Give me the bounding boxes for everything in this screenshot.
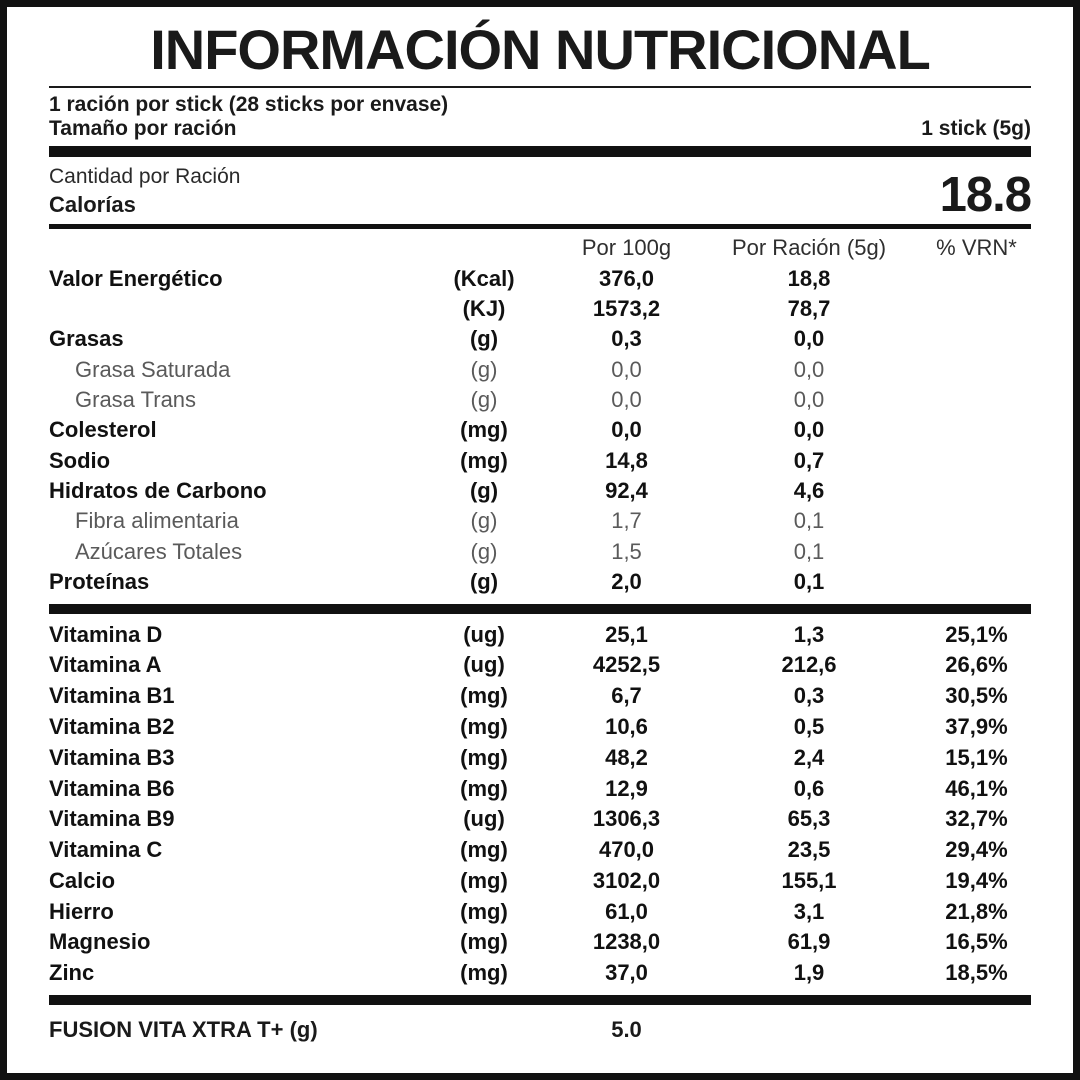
nutrient-per-serving: 0,0 xyxy=(793,387,825,412)
nutrient-unit: (KJ) xyxy=(462,295,506,321)
serving-size-row xyxy=(49,117,1031,141)
nutrient-per-serving: 1,9 xyxy=(793,960,825,986)
calories-block xyxy=(49,161,1031,222)
nutrient-vrn xyxy=(904,446,1049,476)
nutrient-per-100g: 1573,2 xyxy=(592,295,661,321)
nutrient-name: Vitamina B2 xyxy=(49,713,175,739)
nutrient-unit: (g) xyxy=(469,478,499,504)
nutrient-unit: (mg) xyxy=(460,713,508,739)
nutrient-per-100g: 2,0 xyxy=(611,569,642,595)
nutrient-unit: (mg) xyxy=(460,417,508,443)
nutrient-unit: (mg) xyxy=(460,929,508,955)
nutrient-unit: (g) xyxy=(470,387,498,412)
nutrient-unit: (mg) xyxy=(460,447,508,473)
nutrient-unit: (mg) xyxy=(460,744,508,770)
nutrient-per-serving: 1,3 xyxy=(793,621,825,647)
table-row xyxy=(49,958,1049,989)
table-row xyxy=(49,264,1049,294)
nutrient-per-100g: 12,9 xyxy=(605,775,648,801)
nutrient-vrn: 29,4% xyxy=(945,837,1008,863)
page-title: INFORMACIÓN NUTRICIONAL xyxy=(150,18,930,81)
nutrient-per-serving: 0,7 xyxy=(793,447,825,473)
nutrient-per-serving: 61,9 xyxy=(787,929,831,955)
nutrient-unit: (mg) xyxy=(460,775,508,801)
nutrient-per-serving: 0,0 xyxy=(793,356,825,382)
nutrient-name: Proteínas xyxy=(49,569,150,595)
nutrient-unit: (mg) xyxy=(460,960,508,986)
nutrient-vrn: 30,5% xyxy=(945,683,1008,709)
nutrient-vrn xyxy=(904,415,1049,445)
nutrient-per-serving: 0,1 xyxy=(793,569,825,595)
nutrient-per-100g: 14,8 xyxy=(605,447,648,473)
nutrient-per-serving: 0,0 xyxy=(793,417,825,443)
nutrient-name: Vitamina B3 xyxy=(49,744,175,770)
table-row xyxy=(49,681,1049,712)
footer-label: FUSION VITA XTRA T+ (g) xyxy=(49,1017,318,1043)
footer-value: 5.0 xyxy=(611,1017,642,1043)
nutrient-vrn: 21,8% xyxy=(945,898,1008,924)
nutrient-unit: (g) xyxy=(470,508,498,534)
nutrient-name: Vitamina B6 xyxy=(49,775,175,801)
nutrient-unit: (g) xyxy=(469,569,499,595)
nutrient-per-serving: 155,1 xyxy=(781,867,837,893)
nutrient-unit: (ug) xyxy=(463,806,505,832)
nutrient-name: Grasa Trans xyxy=(75,387,197,412)
nutrient-per-100g: 92,4 xyxy=(605,478,648,504)
table-row xyxy=(49,897,1049,928)
table-row xyxy=(49,650,1049,681)
nutrient-unit: (Kcal) xyxy=(453,265,515,291)
table-row xyxy=(49,743,1049,774)
nutrient-unit: (g) xyxy=(470,538,498,564)
nutrient-name: Hierro xyxy=(49,898,114,924)
nutrient-unit: (ug) xyxy=(463,652,505,678)
nutrient-per-100g: 48,2 xyxy=(605,744,648,770)
nutrient-name: Vitamina B9 xyxy=(49,806,175,832)
table-row xyxy=(49,385,1049,415)
nutrient-per-100g: 0,0 xyxy=(611,387,642,412)
nutrient-name: Vitamina D xyxy=(49,621,163,647)
nutrient-name: Zinc xyxy=(49,960,95,986)
table-row xyxy=(49,537,1049,567)
nutrient-per-100g: 1238,0 xyxy=(592,929,661,955)
nutrient-vrn: 16,5% xyxy=(945,929,1008,955)
calories-value: 18.8 xyxy=(939,167,1031,222)
nutrient-unit: (mg) xyxy=(460,837,508,863)
serving-size-label: Tamaño por ración xyxy=(49,117,237,141)
nutrient-per-100g: 61,0 xyxy=(605,898,648,924)
nutrient-per-serving: 78,7 xyxy=(787,295,831,321)
header-unit xyxy=(429,233,539,263)
table-row xyxy=(49,927,1049,958)
nutrient-vrn xyxy=(904,537,1049,567)
nutrient-name: Vitamina C xyxy=(49,837,163,863)
calories-label: Calorías xyxy=(49,191,136,217)
table-row xyxy=(49,866,1049,897)
nutrient-per-100g: 1306,3 xyxy=(592,806,661,832)
divider-calories-bottom xyxy=(49,224,1031,229)
nutrient-per-100g: 1,5 xyxy=(611,538,642,564)
nutrient-vrn xyxy=(904,567,1049,597)
nutrient-per-serving: 0,1 xyxy=(793,538,825,564)
table-row xyxy=(49,804,1049,835)
nutrient-name: Fibra alimentaria xyxy=(75,508,239,534)
micros-table xyxy=(49,620,1049,990)
nutrient-per-100g: 10,6 xyxy=(605,713,648,739)
header-vrn: % VRN* xyxy=(936,235,1017,261)
nutrient-vrn: 46,1% xyxy=(945,775,1008,801)
nutrient-vrn: 18,5% xyxy=(945,960,1008,986)
table-row xyxy=(49,294,1049,324)
nutrient-name: Sodio xyxy=(49,447,111,473)
table-row xyxy=(49,567,1049,597)
nutrient-per-serving: 0,6 xyxy=(793,775,825,801)
nutrient-vrn xyxy=(904,476,1049,506)
calories-left xyxy=(49,161,240,218)
nutrient-per-serving: 0,3 xyxy=(793,683,825,709)
table-row xyxy=(49,712,1049,743)
table-row xyxy=(49,506,1049,536)
nutrient-per-serving: 0,1 xyxy=(793,508,825,534)
nutrient-per-serving: 2,4 xyxy=(793,744,825,770)
nutrient-per-100g: 37,0 xyxy=(605,960,648,986)
nutrient-per-100g: 0,3 xyxy=(611,326,642,352)
nutrient-name: Azúcares Totales xyxy=(75,538,243,564)
table-row xyxy=(49,415,1049,445)
nutrient-name: Hidratos de Carbono xyxy=(49,478,267,504)
nutrient-vrn: 25,1% xyxy=(945,621,1008,647)
nutrient-vrn xyxy=(904,264,1049,294)
nutrient-name: Vitamina B1 xyxy=(49,683,175,709)
divider-micros-top xyxy=(49,604,1031,614)
nutrient-unit: (mg) xyxy=(460,867,508,893)
nutrient-vrn xyxy=(904,506,1049,536)
nutrient-per-100g: 0,0 xyxy=(611,417,642,443)
nutrient-per-serving: 212,6 xyxy=(781,652,837,678)
nutrient-name: Grasa Saturada xyxy=(75,356,231,382)
nutrient-name xyxy=(49,294,429,324)
nutrient-unit: (g) xyxy=(469,326,499,352)
nutrient-name: Valor Energético xyxy=(49,265,223,291)
divider-calories-top xyxy=(49,146,1031,157)
nutrient-vrn: 19,4% xyxy=(945,867,1008,893)
nutrient-unit: (ug) xyxy=(463,621,505,647)
divider-top xyxy=(49,86,1031,88)
amount-per-serving-label: Cantidad por Ración xyxy=(49,165,241,189)
table-row xyxy=(49,620,1049,651)
nutrient-per-100g: 3102,0 xyxy=(592,867,661,893)
nutrient-per-100g: 25,1 xyxy=(605,621,648,647)
servings-per-container: 1 ración por stick (28 sticks por envase) xyxy=(49,92,449,116)
nutrient-per-100g: 1,7 xyxy=(611,508,642,534)
macros-table xyxy=(49,233,1049,597)
nutrient-per-100g: 470,0 xyxy=(598,837,655,863)
nutrient-name: Grasas xyxy=(49,326,124,352)
nutrient-name: Colesterol xyxy=(49,417,157,443)
nutrient-per-100g: 6,7 xyxy=(611,683,642,709)
nutrient-unit: (mg) xyxy=(460,898,508,924)
nutrient-per-serving: 0,5 xyxy=(793,713,825,739)
table-row xyxy=(49,324,1049,354)
nutrient-per-100g: 4252,5 xyxy=(592,652,661,678)
nutrient-vrn: 15,1% xyxy=(945,744,1008,770)
nutrient-per-serving: 18,8 xyxy=(787,265,831,291)
nutrient-vrn xyxy=(904,355,1049,385)
nutrient-vrn: 32,7% xyxy=(945,806,1008,832)
table-row xyxy=(49,476,1049,506)
nutrient-vrn xyxy=(904,385,1049,415)
nutrient-vrn: 26,6% xyxy=(945,652,1008,678)
footer-row xyxy=(49,1011,1031,1043)
nutrient-unit: (g) xyxy=(470,356,498,382)
table-row xyxy=(49,446,1049,476)
nutrient-per-serving: 0,0 xyxy=(793,326,825,352)
nutrient-name: Calcio xyxy=(49,867,116,893)
header-per-serving: Por Ración (5g) xyxy=(731,235,887,261)
nutrient-name: Magnesio xyxy=(49,929,151,955)
nutrient-per-serving: 23,5 xyxy=(787,837,831,863)
serving-size-value: 1 stick (5g) xyxy=(921,117,1031,141)
table-header-row xyxy=(49,233,1049,263)
table-row xyxy=(49,355,1049,385)
header-blank xyxy=(49,233,429,263)
nutrient-per-serving: 4,6 xyxy=(793,478,825,504)
nutrient-per-100g: 376,0 xyxy=(598,265,655,291)
nutrient-name: Vitamina A xyxy=(49,652,162,678)
nutrient-per-serving: 3,1 xyxy=(793,898,825,924)
nutrient-vrn: 37,9% xyxy=(945,713,1008,739)
nutrient-per-serving: 65,3 xyxy=(787,806,831,832)
header-per-100g: Por 100g xyxy=(581,235,672,261)
nutrient-per-100g: 0,0 xyxy=(611,356,642,382)
nutrient-vrn xyxy=(904,324,1049,354)
nutrient-vrn xyxy=(904,294,1049,324)
divider-footer xyxy=(49,995,1031,1005)
table-row xyxy=(49,835,1049,866)
nutrient-unit: (mg) xyxy=(460,683,508,709)
table-row xyxy=(49,774,1049,805)
